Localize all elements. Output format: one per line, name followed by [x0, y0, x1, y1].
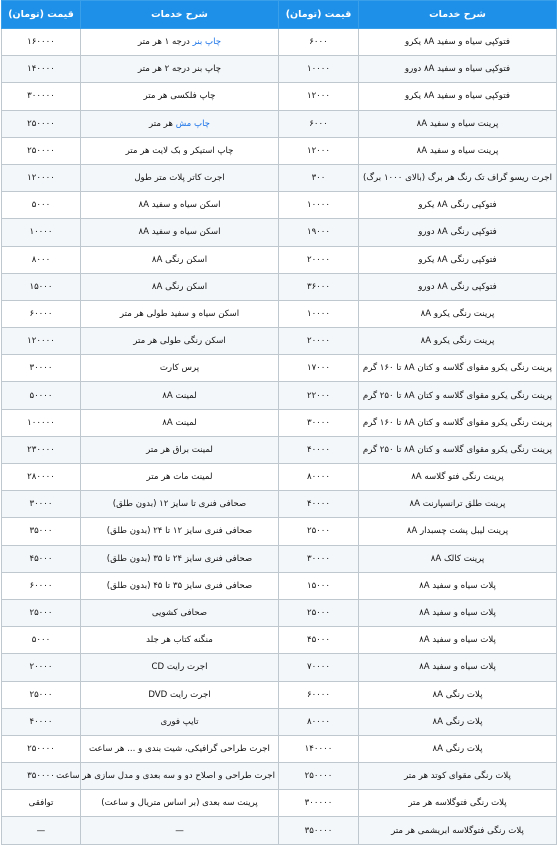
service-description: صحافی فنری تا سایز ۱۲ (بدون طلق) — [81, 491, 279, 518]
table-row — [2, 464, 557, 491]
service-description: فتوکپی رنگی ۸A دورو — [359, 219, 557, 246]
service-price: ۱۰۰۰۰ — [279, 192, 359, 219]
header-price-1: قیمت (تومان) — [279, 1, 359, 29]
service-description: چاپ استیکر و بک لایت هر متر — [81, 137, 279, 164]
service-description: منگنه کتاب هر جلد — [81, 627, 279, 654]
table-row — [2, 790, 557, 817]
service-price: ۱۵۰۰۰ — [279, 572, 359, 599]
service-description: پرینت لیبل پشت چسبدار ۸A — [359, 518, 557, 545]
service-price: ۲۸۰۰۰۰ — [2, 464, 81, 491]
service-description: پرینت رنگی یکرو مقوای گلاسه و کتان ۸A تا ۲۵۰ گرم — [359, 436, 557, 463]
table-row — [2, 29, 557, 56]
service-description: صحافی کشویی — [81, 599, 279, 626]
service-price: ۶۰۰۰۰ — [279, 681, 359, 708]
service-price: ۱۰۰۰۰۰ — [2, 409, 81, 436]
service-description: اجرت طراحی گرافیکی، شیت بندی و ... هر ساعت — [81, 735, 279, 762]
service-description: فتوکپی رنگی ۸A دورو — [359, 273, 557, 300]
price-table — [1, 0, 557, 845]
service-price: ۱۲۰۰۰۰ — [2, 328, 81, 355]
service-description: اجرت رایت DVD — [81, 681, 279, 708]
service-price: ۳۰۰۰۰۰ — [279, 790, 359, 817]
table-row — [2, 192, 557, 219]
service-link[interactable]: چاپ بنر — [192, 37, 222, 48]
service-price: ۲۵۰۰۰۰ — [279, 763, 359, 790]
service-price: ۱۰۰۰۰ — [279, 300, 359, 327]
service-description: لمینت ۸A — [81, 409, 279, 436]
service-price: ۱۹۰۰۰ — [279, 219, 359, 246]
service-description: — — [81, 817, 279, 844]
service-description: پلات سیاه و سفید ۸A — [359, 654, 557, 681]
service-price: ۲۵۰۰۰۰ — [2, 735, 81, 762]
table-row — [2, 817, 557, 844]
service-description: پلات سیاه و سفید ۸A — [359, 599, 557, 626]
service-price: ۴۵۰۰۰ — [279, 627, 359, 654]
service-price: ۱۴۰۰۰۰ — [279, 735, 359, 762]
header-desc-1: شرح خدمات — [359, 1, 557, 29]
service-description: پلات رنگی ۸A — [359, 681, 557, 708]
price-list — [1, 0, 556, 845]
table-row — [2, 328, 557, 355]
service-description: پرس کارت — [81, 355, 279, 382]
service-description: لمینت براق هر متر — [81, 436, 279, 463]
service-description: اسکن رنگی ۸A — [81, 246, 279, 273]
table-row — [2, 599, 557, 626]
service-price: ۶۰۰۰ — [279, 29, 359, 56]
service-description: اجرت ریسو گراف تک رنگ هر برگ (بالای ۱۰۰۰ برگ) — [359, 164, 557, 191]
service-description: اسکن سیاه و سفید ۸A — [81, 219, 279, 246]
service-price: توافقی — [2, 790, 81, 817]
table-row — [2, 137, 557, 164]
service-price: ۴۵۰۰۰ — [2, 545, 81, 572]
service-price: ۲۵۰۰۰ — [279, 518, 359, 545]
service-description: پرینت رنگی فتو گلاسه ۸A — [359, 464, 557, 491]
table-row — [2, 110, 557, 137]
service-price: ۲۲۰۰۰ — [279, 382, 359, 409]
table-row — [2, 735, 557, 762]
service-price: ۱۴۰۰۰۰ — [2, 56, 81, 83]
service-description: فتوکپی رنگی ۸A یکرو — [359, 192, 557, 219]
service-description: پلات رنگی مقوای کوتد هر متر — [359, 763, 557, 790]
table-row — [2, 627, 557, 654]
service-price: ۲۵۰۰۰۰ — [2, 137, 81, 164]
service-price: ۲۵۰۰۰ — [2, 599, 81, 626]
table-row — [2, 545, 557, 572]
service-description: صحافی فنری سایز ۲۴ تا ۳۵ (بدون طلق) — [81, 545, 279, 572]
service-description: پلات سیاه و سفید ۸A — [359, 627, 557, 654]
table-row — [2, 708, 557, 735]
table-row — [2, 681, 557, 708]
table-row — [2, 83, 557, 110]
table-body — [2, 29, 557, 845]
service-price: ۳۵۰۰۰ — [2, 518, 81, 545]
service-price: ۵۰۰۰۰ — [2, 382, 81, 409]
table-row — [2, 491, 557, 518]
header-price-2: قیمت (تومان) — [2, 1, 81, 29]
service-description: پرینت سیاه و سفید ۸A — [359, 110, 557, 137]
service-price: ۴۰۰۰۰ — [279, 491, 359, 518]
table-row — [2, 273, 557, 300]
service-price: ۳۰۰ — [279, 164, 359, 191]
service-description: فتوکپی سیاه و سفید ۸A یکرو — [359, 83, 557, 110]
service-description-rest: هر متر — [149, 118, 176, 129]
service-price: ۴۰۰۰۰ — [2, 708, 81, 735]
service-description: پلات رنگی فتوگلاسه ابریشمی هر متر — [359, 817, 557, 844]
service-price: ۲۵۰۰۰ — [2, 681, 81, 708]
service-price: ۳۰۰۰۰ — [279, 545, 359, 572]
service-description: اسکن سیاه و سفید ۸A — [81, 192, 279, 219]
service-description: اسکن سیاه و سفید طولی هر متر — [81, 300, 279, 327]
service-description: پلات رنگی ۸A — [359, 708, 557, 735]
service-price: ۳۰۰۰۰ — [2, 491, 81, 518]
service-price: ۳۰۰۰۰ — [279, 409, 359, 436]
service-price: ۱۷۰۰۰ — [279, 355, 359, 382]
service-price: ۶۰۰۰۰ — [2, 572, 81, 599]
service-description-rest: درجه ۱ هر متر — [137, 37, 193, 48]
service-description: پرینت سیاه و سفید ۸A — [359, 137, 557, 164]
service-price: ۱۲۰۰۰۰ — [2, 164, 81, 191]
service-description: فتوکپی رنگی ۸A یکرو — [359, 246, 557, 273]
service-link[interactable]: چاپ مش — [175, 118, 210, 129]
service-description — [81, 110, 279, 137]
service-description: فتوکپی سیاه و سفید ۸A دورو — [359, 56, 557, 83]
service-price: ۳۶۰۰۰ — [279, 273, 359, 300]
table-row — [2, 56, 557, 83]
service-price: ۵۰۰۰ — [2, 627, 81, 654]
service-price: ۲۳۰۰۰۰ — [2, 436, 81, 463]
table-row — [2, 355, 557, 382]
service-description: پرینت رنگی یکرو مقوای گلاسه و کتان ۸A تا ۱۶۰ گرم — [359, 355, 557, 382]
service-description: لمینت ۸A — [81, 382, 279, 409]
service-price: ۱۲۰۰۰ — [279, 137, 359, 164]
service-price: ۲۵۰۰۰ — [279, 599, 359, 626]
service-price: ۲۰۰۰۰ — [279, 328, 359, 355]
service-description: پرینت طلق ترانسپارنت ۸A — [359, 491, 557, 518]
service-description: فتوکپی سیاه و سفید ۸A یکرو — [359, 29, 557, 56]
service-description: پرینت رنگی یکرو مقوای گلاسه و کتان ۸A تا ۲۵۰ گرم — [359, 382, 557, 409]
table-row — [2, 763, 557, 790]
service-price: ۸۰۰۰۰ — [279, 708, 359, 735]
service-description: پلات رنگی فتوگلاسه هر متر — [359, 790, 557, 817]
service-description: تایپ فوری — [81, 708, 279, 735]
table-row — [2, 164, 557, 191]
service-description: اجرت طراحی و اصلاح دو و سه بعدی و مدل سازی هر ساعت — [81, 763, 279, 790]
service-price: ۳۰۰۰۰ — [2, 355, 81, 382]
service-description: پلات رنگی ۸A — [359, 735, 557, 762]
service-description: اسکن رنگی ۸A — [81, 273, 279, 300]
service-price: ۳۵۰۰۰۰ — [279, 817, 359, 844]
header-desc-2: شرح خدمات — [81, 1, 279, 29]
table-row — [2, 382, 557, 409]
service-price: ۳۵۰۰۰۰ — [2, 763, 81, 790]
service-description: چاپ فلکسی هر متر — [81, 83, 279, 110]
service-price: ۸۰۰۰۰ — [279, 464, 359, 491]
service-price: ۳۰۰۰۰۰ — [2, 83, 81, 110]
service-description: صحافی فنری سایز ۱۲ تا ۲۴ (بدون طلق) — [81, 518, 279, 545]
table-row — [2, 246, 557, 273]
service-price: ۲۰۰۰۰ — [279, 246, 359, 273]
service-price: ۵۰۰۰ — [2, 192, 81, 219]
service-description — [81, 29, 279, 56]
table-row — [2, 436, 557, 463]
service-description: اجرت رایت CD — [81, 654, 279, 681]
service-description: پرینت کالک ۸A — [359, 545, 557, 572]
service-description: صحافی فنری سایز ۳۵ تا ۴۵ (بدون طلق) — [81, 572, 279, 599]
service-price: ۶۰۰۰۰ — [2, 300, 81, 327]
service-description: پرینت رنگی یکرو ۸A — [359, 300, 557, 327]
table-row — [2, 572, 557, 599]
service-price: — — [2, 817, 81, 844]
service-description: پلات سیاه و سفید ۸A — [359, 572, 557, 599]
service-price: ۱۰۰۰۰ — [279, 56, 359, 83]
table-row — [2, 300, 557, 327]
service-price: ۴۰۰۰۰ — [279, 436, 359, 463]
table-row — [2, 654, 557, 681]
service-price: ۱۵۰۰۰ — [2, 273, 81, 300]
service-price: ۱۰۰۰۰ — [2, 219, 81, 246]
service-description: اسکن رنگی طولی هر متر — [81, 328, 279, 355]
service-description: لمینت مات هر متر — [81, 464, 279, 491]
service-description: پرینت رنگی یکرو مقوای گلاسه و کتان ۸A تا ۱۶۰ گرم — [359, 409, 557, 436]
service-price: ۱۶۰۰۰۰ — [2, 29, 81, 56]
service-description: پرینت رنگی یکرو ۸A — [359, 328, 557, 355]
table-row — [2, 219, 557, 246]
service-description: چاپ بنر درجه ۲ هر متر — [81, 56, 279, 83]
service-description: اجرت کاتر پلات متر طول — [81, 164, 279, 191]
service-price: ۲۵۰۰۰۰ — [2, 110, 81, 137]
service-price: ۲۰۰۰۰ — [2, 654, 81, 681]
service-description: پرینت سه بعدی (بر اساس متریال و ساعت) — [81, 790, 279, 817]
service-price: ۱۲۰۰۰ — [279, 83, 359, 110]
table-header-row — [2, 1, 557, 29]
service-price: ۷۰۰۰۰ — [279, 654, 359, 681]
table-row — [2, 518, 557, 545]
table-row — [2, 409, 557, 436]
service-price: ۸۰۰۰ — [2, 246, 81, 273]
service-price: ۶۰۰۰ — [279, 110, 359, 137]
